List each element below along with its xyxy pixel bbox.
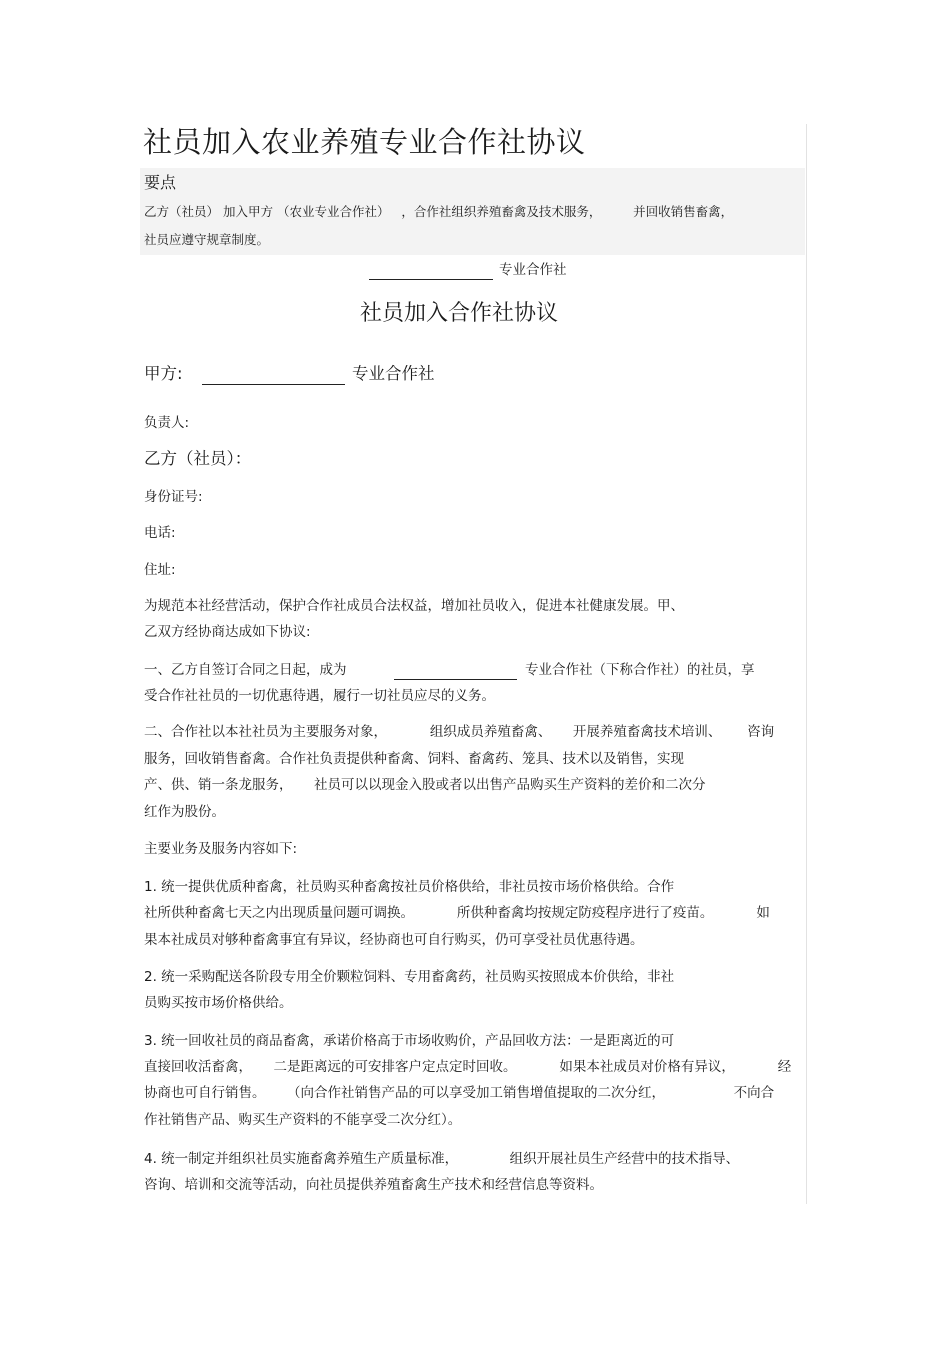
clause2-line: 服务，回收销售畜禽。合作社负责提供种畜禽、饲料、畜禽药、笼具、技术以及销售，实现 xyxy=(144,751,684,767)
clause1-line: 专业合作社（下称合作社）的社员，享 xyxy=(525,662,755,678)
item3-line: 直接回收活畜禽， 二是距离远的可安排客户定点定时回收。 如果本社成员对价格有异议， 经 xyxy=(144,1059,792,1075)
item1-line: 果本社成员对够种畜禽事宜有异议，经协商也可自行购买，仍可享受社员优惠待遇。 xyxy=(144,932,644,948)
clause1-line: 受合作社社员的一切优惠待遇，履行一切社员应尽的义务。 xyxy=(144,688,495,704)
clause1-line: 一、乙方自签订合同之日起，成为 xyxy=(144,662,347,678)
item3-line: 3. 统一回收社员的商品畜禽，承诺价格高于市场收购价，产品回收方法：一是距离近的可 xyxy=(144,1033,675,1049)
clause2-line: 红作为股份。 xyxy=(144,804,225,820)
clause2-line: 产、供、销一条龙服务， 社员可以以现金入股或者以出售产品购买生产资料的差价和二次分 xyxy=(144,777,706,793)
intro-line: 乙双方经协商达成如下协议: xyxy=(144,624,311,640)
item3-line: 协商也可自行销售。 （向合作社销售产品的可以享受加工销售增值提取的二次分红， 不向合 xyxy=(144,1085,775,1101)
item2-line: 员购买按市场价格供给。 xyxy=(144,995,293,1011)
item1-line: 社所供种畜禽七天之内出现质量问题可调换。 所供种畜禽均按规定防疫程序进行了疫苗。 如 xyxy=(144,905,770,921)
party-b-label: 乙方（社员）： xyxy=(144,449,252,468)
intro-line: 为规范本社经营活动，保护合作社成员合法权益，增加社员收入，促进本社健康发展。甲、 xyxy=(144,598,684,614)
person-in-charge-label: 负责人: xyxy=(144,415,190,431)
item1-line: 1. 统一提供优质种畜禽，社员购买种畜禽按社员价格供给，非社员按市场价格供给。合作 xyxy=(144,879,675,895)
services-intro: 主要业务及服务内容如下: xyxy=(144,841,298,857)
party-a-suffix: 专业合作社 xyxy=(352,364,435,383)
phone-label: 电话: xyxy=(144,525,176,541)
item2-line: 2. 统一采购配送各阶段专用全价颗粒饲料、专用畜禽药，社员购买按照成本价供给，非社 xyxy=(144,969,675,985)
org-name-blank xyxy=(369,278,493,280)
party-a-label: 甲方: xyxy=(144,364,183,383)
summary-heading: 要点 xyxy=(144,173,177,192)
item4-line: 咨询、培训和交流等活动，向社员提供养殖畜禽生产技术和经营信息等资料。 xyxy=(144,1177,603,1193)
clause1-org-blank xyxy=(394,678,517,680)
item4-line: 4. 统一制定并组织社员实施畜禽养殖生产质量标准， 组织开展社员生产经营中的技术指导、 xyxy=(144,1151,740,1167)
clause2-line: 二、合作社以本社社员为主要服务对象， 组织成员养殖畜禽、 开展养殖畜禽技术培训、 咨询 xyxy=(144,724,775,740)
agreement-title: 社员加入合作社协议 xyxy=(360,301,559,326)
id-number-label: 身份证号: xyxy=(144,489,203,505)
party-a-blank xyxy=(202,383,345,385)
summary-line: 乙方（社员） 加入甲方 （农业专业合作社） ，合作社组织养殖畜禽及技术服务， 并回收销售畜禽， xyxy=(144,204,734,219)
address-label: 住址: xyxy=(144,562,176,578)
header-org-suffix: 专业合作社 xyxy=(499,262,567,278)
item3-line: 作社销售产品、购买生产资料的不能享受二次分红）。 xyxy=(144,1112,462,1128)
summary-box xyxy=(140,168,805,255)
document-title: 社员加入农业养殖专业合作社协议 xyxy=(143,125,586,159)
page-right-border xyxy=(806,124,807,1204)
summary-line: 社员应遵守规章制度。 xyxy=(144,232,270,247)
